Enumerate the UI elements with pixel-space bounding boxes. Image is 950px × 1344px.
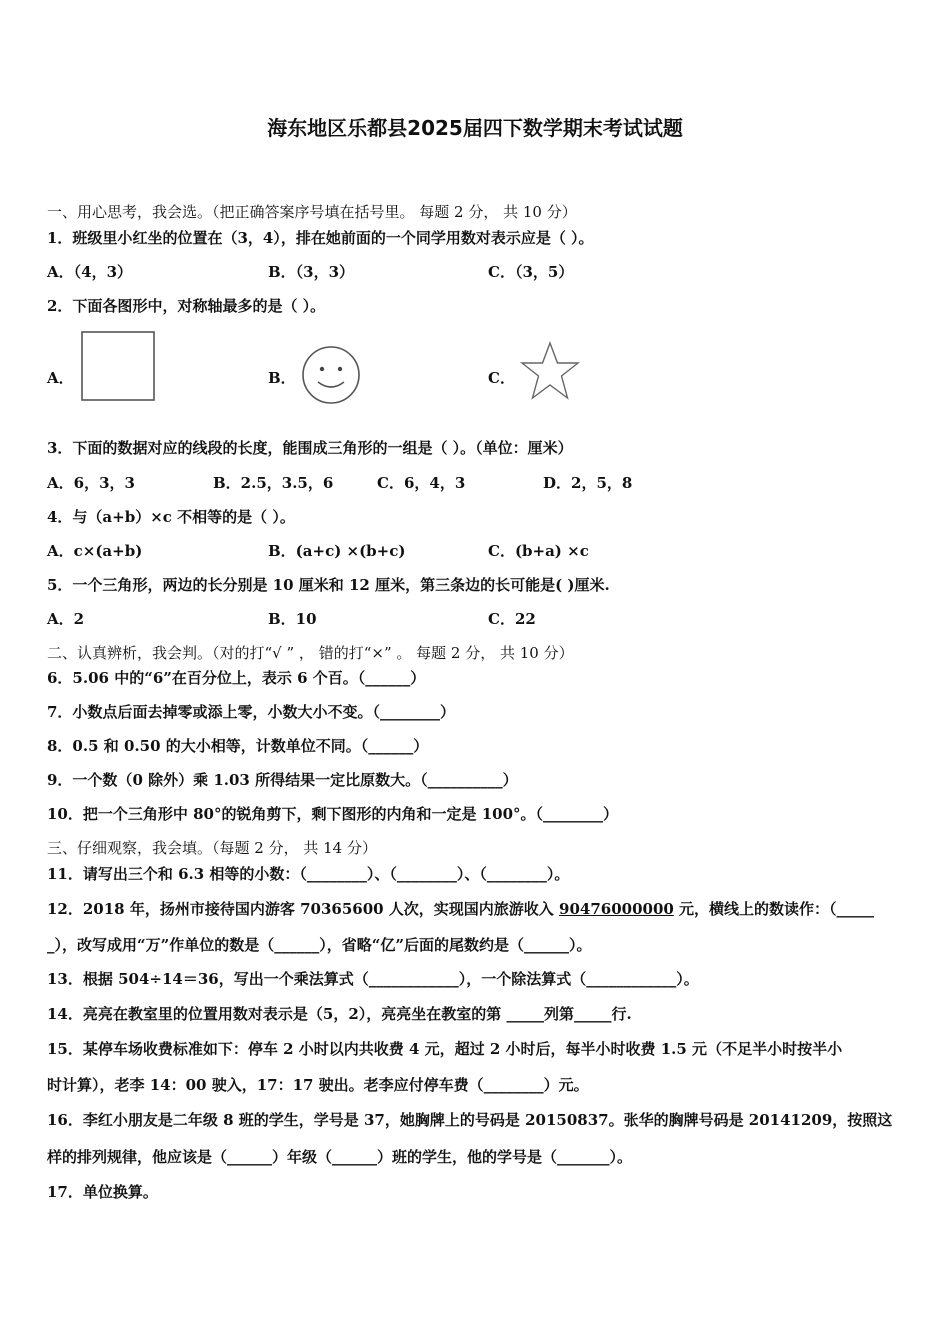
question-16-line-1: 16．李红小朋友是二年级 8 班的学生，学号是 37，她胸牌上的号码是 20150837。张华的胸牌号码是 20141209，按照这 — [47, 1111, 893, 1129]
question-16-line-2: 样的排列规律，他应该是（______）年级（______）班的学生，他的学号是（_______）。 — [47, 1148, 633, 1166]
section-heading-3: 三、仔细观察，我会填。（每题 2 分， 共 14 分） — [47, 839, 377, 857]
q3-option-b: B．2.5，3.5，6 — [213, 474, 334, 492]
square-icon — [80, 330, 156, 402]
question-12-line-1: 12．2018 年，扬州市接待国内游客 70365600 人次，实现国内旅游收入 90476000000 元，横线上的数读作：（_____ — [47, 900, 875, 918]
q1-option-b: B．（3，3） — [268, 263, 355, 281]
q2-option-a: A． — [47, 369, 74, 387]
question-14: 14．亮亮在教室里的位置用数对表示是（5，2），亮亮坐在教室的第 _____列第_____行. — [47, 1005, 632, 1023]
question-8: 8．0.5 和 0.50 的大小相等，计数单位不同。（______） — [47, 737, 429, 755]
question-17: 17．单位换算。 — [47, 1183, 158, 1201]
section-heading-2: 二、认真辨析，我会判。（对的打“√ ” ， 错的打“×” 。 每题 2 分， 共 10 分） — [47, 644, 574, 662]
question-10: 10．把一个三角形中 80°的锐角剪下，剩下图形的内角和一定是 100°。（________） — [47, 805, 619, 823]
question-2: 2．下面各图形中，对称轴最多的是（ ）。 — [47, 297, 326, 315]
question-9: 9．一个数（0 除外）乘 1.03 所得结果一定比原数大。（__________） — [47, 771, 518, 789]
question-15-line-1: 15．某停车场收费标准如下：停车 2 小时以内共收费 4 元，超过 2 小时后，每半小时收费 1.5 元（不足半小时按半小 — [47, 1040, 843, 1058]
question-3: 3．下面的数据对应的线段的长度，能围成三角形的一组是（ ）。（单位：厘米） — [47, 439, 573, 457]
star-icon — [518, 340, 582, 402]
q4-option-b: B．(a+c) ×(b+c) — [268, 542, 406, 560]
q2-option-b: B． — [268, 369, 296, 387]
underlined-number: 90476000000 — [559, 900, 674, 918]
section-heading-1: 一、用心思考，我会选。（把正确答案序号填在括号里。 每题 2 分， 共 10 分） — [47, 203, 577, 221]
q4-option-a: A．c×(a+b) — [47, 542, 143, 560]
q4-option-c: C．(b+a) ×c — [488, 542, 589, 560]
q5-option-b: B．10 — [268, 610, 317, 628]
question-4: 4．与（a+b）×c 不相等的是（ ）。 — [47, 508, 295, 526]
question-6: 6．5.06 中的“6”在百分位上，表示 6 个百。（______） — [47, 669, 426, 687]
q5-option-a: A．2 — [47, 610, 85, 628]
question-11: 11．请写出三个和 6.3 相等的小数：（________）、（________）、（________）。 — [47, 865, 570, 883]
q1-option-a: A．（4，3） — [47, 263, 133, 281]
question-5: 5．一个三角形，两边的长分别是 10 厘米和 12 厘米，第三条边的长可能是( )厘米. — [47, 576, 610, 594]
smiley-face-icon — [300, 344, 362, 406]
q5-option-c: C．22 — [488, 610, 536, 628]
q3-option-d: D．2，5，8 — [543, 474, 633, 492]
question-15-line-2: 时计算），老李 14：00 驶入，17：17 驶出。老李应付停车费（________）元。 — [47, 1076, 589, 1094]
q2-option-c: C． — [488, 369, 515, 387]
q3-option-a: A．6，3，3 — [47, 474, 135, 492]
question-13: 13．根据 504÷14＝36，写出一个乘法算式（____________），一个除法算式（____________）。 — [47, 970, 699, 988]
question-1: 1．班级里小红坐的位置在（3，4），排在她前面的一个同学用数对表示应是（ ）。 — [47, 229, 594, 247]
question-7: 7．小数点后面去掉零或添上零，小数大小不变。（________） — [47, 703, 455, 721]
page-title: 海东地区乐都县2025届四下数学期末考试试题 — [267, 116, 683, 140]
q3-option-c: C．6，4，3 — [377, 474, 466, 492]
question-12-line-2: _），改写成用“万”作单位的数是（______），省略“亿”后面的尾数约是（______）。 — [47, 936, 592, 954]
q1-option-c: C．（3，5） — [488, 263, 574, 281]
